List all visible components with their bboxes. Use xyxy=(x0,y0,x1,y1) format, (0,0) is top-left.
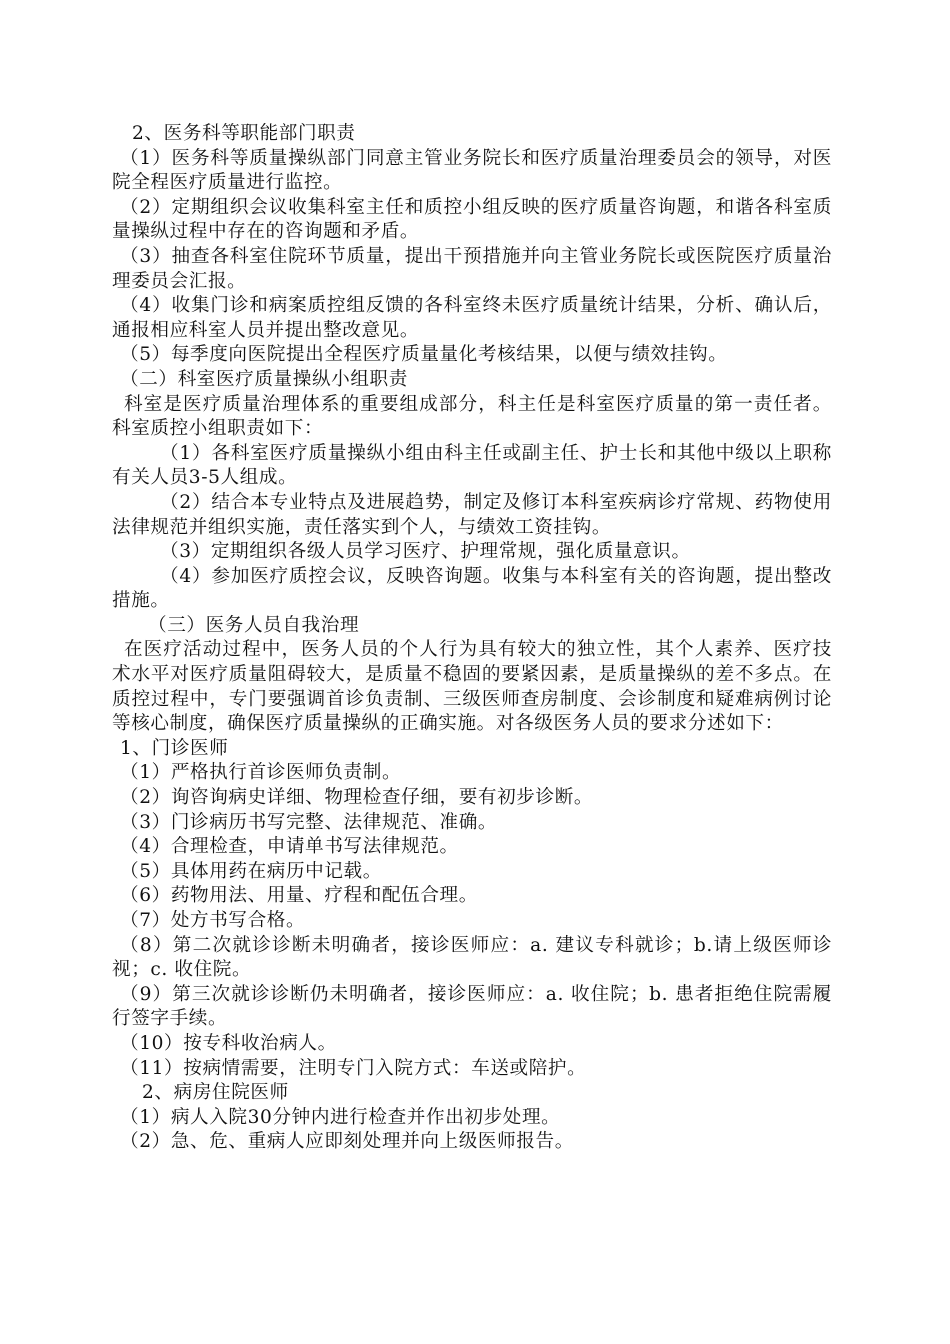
paragraph: （8）第二次就诊诊断未明确者，接诊医师应：a. 建议专科就诊；b.请上级医师诊视；c. 收住院。 xyxy=(112,934,832,981)
paragraph: （1）病人入院30分钟内进行检查并作出初步处理。 xyxy=(120,1106,561,1128)
paragraph: （7）处方书写合格。 xyxy=(120,910,306,931)
paragraph: 2、病房住院医师 xyxy=(142,1082,289,1104)
paragraph: （2）急、危、重病人应即刻处理并向上级医师报告。 xyxy=(120,1131,574,1153)
paragraph: （5）每季度向医院提出全程医疗质量量化考核结果，以便与绩效挂钩。 xyxy=(120,344,728,366)
paragraph: 在医疗活动过程中，医务人员的个人行为具有较大的独立性，其个人素养、医疗技术水平对医疗质量阻碍较大，是质量不稳固的要紧因素，是质量操纵的差不多点。在质控过程中，专门要强调首诊负责制、三级医师查房制度、会诊制度和疑难病例讨论等核心制度，确保医疗质量操纵的正确实施。对各级医务人员的要求分述如下： xyxy=(112,639,832,735)
paragraph: （2）询咨询病史详细、物理检查仔细，要有初步诊断。 xyxy=(120,787,594,809)
paragraph: （4）收集门诊和病案质控组反馈的各科室终未医疗质量统计结果，分析、确认后，通报相应科室人员并提出整改意见。 xyxy=(112,295,832,341)
document-body xyxy=(112,122,832,1155)
paragraph: （3）门诊病历书写完整、法律规范、准确。 xyxy=(120,811,498,833)
paragraph: 1、门诊医师 xyxy=(120,737,229,759)
paragraph: （1）各科室医疗质量操纵小组由科主任或副主任、护士长和其他中级以上职称有关人员3-5人组成。 xyxy=(112,442,832,489)
paragraph: 2、医务科等职能部门职责 xyxy=(132,123,356,144)
paragraph: （3）抽查各科室住院环节质量，提出干预措施并向主管业务院长或医院医疗质量治理委员会汇报。 xyxy=(112,245,832,292)
paragraph: （6）药物用法、用量、疗程和配伍合理。 xyxy=(120,885,478,907)
paragraph: （2）结合本专业特点及进展趋势，制定及修订本科室疾病诊疗常规、药物使用法律规范并组织实施，责任落实到个人，与绩效工资挂钩。 xyxy=(112,491,832,538)
paragraph: （10）按专科收治病人。 xyxy=(120,1032,337,1054)
paragraph: （5）具体用药在病历中记载。 xyxy=(120,860,382,882)
paragraph: （1）医务科等质量操纵部门同意主管业务院长和医疗质量治理委员会的领导，对医院全程医疗质量进行监控。 xyxy=(112,147,832,194)
paragraph: （2）定期组织会议收集科室主任和质控小组反映的医疗质量咨询题，和谐各科室质量操纵过程中存在的咨询题和矛盾。 xyxy=(112,196,832,243)
paragraph: （1）严格执行首诊医师负责制。 xyxy=(120,762,402,784)
paragraph: （9）第三次就诊诊断仍未明确者，接诊医师应：a. 收住院；b. 患者拒绝住院需履行签字手续。 xyxy=(112,983,832,1030)
paragraph: （三）医务人员自我治理 xyxy=(148,614,360,636)
paragraph: （11）按病情需要，注明专门入院方式：车送或陪护。 xyxy=(120,1057,587,1079)
paragraph: （4）合理检查，申请单书写法律规范。 xyxy=(120,836,459,858)
paragraph: 科室是医疗质量治理体系的重要组成部分，科主任是科室医疗质量的第一责任者。科室质控小组职责如下： xyxy=(112,393,832,440)
paragraph: （3）定期组织各级人员学习医疗、护理常规，强化质量意识。 xyxy=(160,541,691,563)
paragraph: （4）参加医疗质控会议，反映咨询题。收集与本科室有关的咨询题，提出整改措施。 xyxy=(112,565,832,612)
paragraph: （二）科室医疗质量操纵小组职责 xyxy=(120,368,408,390)
